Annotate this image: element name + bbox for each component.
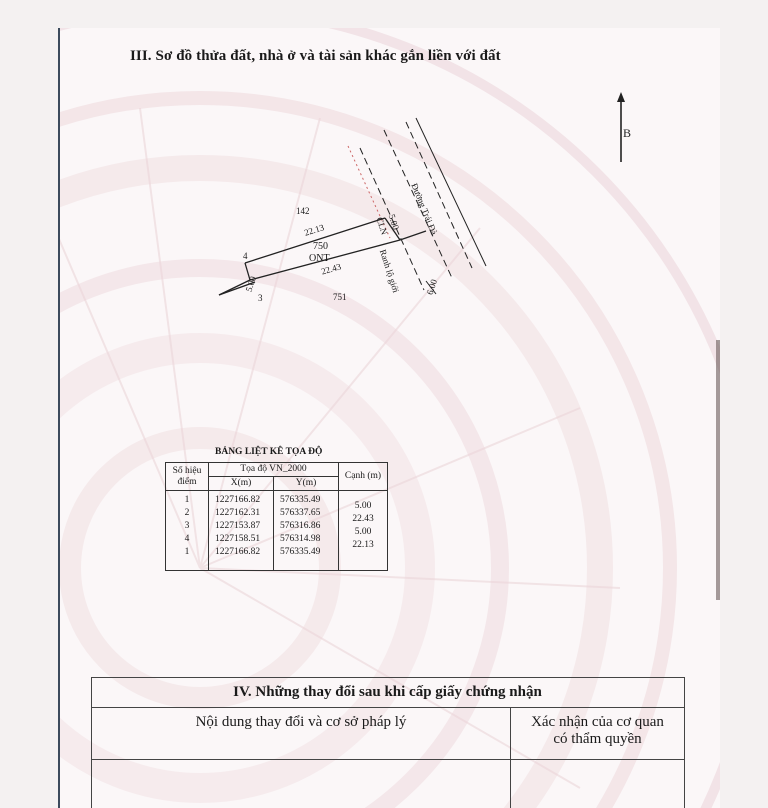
x-value: 1227166.82 bbox=[215, 547, 261, 557]
section-3-title: III. Sơ đồ thửa đất, nhà ở và tài sản khác gắn liền với đất bbox=[130, 48, 501, 64]
section-4-title: IV. Những thay đổi sau khi cấp giấy chứng nhận bbox=[92, 678, 685, 708]
point-id: 1 bbox=[184, 547, 190, 557]
x-value: 1227166.82 bbox=[215, 495, 261, 505]
x-value: 1227162.31 bbox=[215, 508, 261, 518]
point-4-label: 4 bbox=[243, 251, 248, 261]
y-value: 576337.65 bbox=[280, 508, 321, 518]
col-content-header: Nội dung thay đổi và cơ sở pháp lý bbox=[92, 708, 511, 760]
edge-value: 5.00 bbox=[354, 527, 372, 537]
x-value: 1227158.51 bbox=[215, 534, 261, 544]
edge-value: 22.13 bbox=[352, 540, 374, 550]
changes-content-cell bbox=[92, 760, 511, 808]
road-width-label: 6.00 bbox=[424, 277, 440, 297]
road-name-label: Đường Trái Đà bbox=[409, 181, 440, 237]
parcel-plan bbox=[60, 28, 720, 358]
col-edge-header: Cạnh (m) bbox=[339, 463, 388, 491]
point-id: 3 bbox=[184, 521, 190, 531]
certificate-page bbox=[60, 28, 720, 808]
parcel-number: 750 bbox=[313, 241, 328, 252]
point-id: 4 bbox=[184, 534, 190, 544]
point-id: 2 bbox=[184, 508, 190, 518]
land-type-label: ONT bbox=[309, 253, 330, 264]
boundary-label: Ranh lộ giới bbox=[377, 248, 402, 294]
col-point-header: Số hiệu điểm bbox=[166, 463, 209, 491]
edge-top-label: 22.13 bbox=[302, 222, 326, 238]
neighbor-south-label: 751 bbox=[333, 292, 347, 302]
y-value: 576316.86 bbox=[280, 521, 321, 531]
y-value: 576314.98 bbox=[280, 534, 321, 544]
x-value: 1227153.87 bbox=[215, 521, 261, 531]
y-value: 576335.49 bbox=[280, 547, 321, 557]
edge-right-label: 5.00 bbox=[386, 212, 402, 232]
y-value: 576335.49 bbox=[280, 495, 321, 505]
col-x-header: X(m) bbox=[209, 477, 274, 491]
edge-value: 5.00 bbox=[354, 501, 372, 511]
changes-confirm-cell bbox=[511, 760, 685, 808]
col-y-header: Y(m) bbox=[274, 477, 339, 491]
neighbor-north-label: 142 bbox=[296, 206, 310, 216]
col-coord-header: Tọa độ VN_2000 bbox=[209, 463, 339, 477]
coord-table bbox=[165, 462, 388, 571]
table-row bbox=[166, 491, 388, 571]
point-id: 1 bbox=[184, 495, 190, 505]
edge-value: 22.43 bbox=[352, 514, 374, 524]
point-3-label: 3 bbox=[258, 293, 263, 303]
cln-label: CLN bbox=[374, 215, 390, 237]
changes-table bbox=[91, 677, 685, 808]
road-edge-line bbox=[416, 118, 486, 266]
edge-left-label: 5.00 bbox=[243, 274, 259, 294]
col-confirm-header: Xác nhận của cơ quan có thẩm quyền bbox=[511, 708, 685, 760]
coord-table-title: BẢNG LIỆT KÊ TỌA ĐỘ bbox=[215, 447, 323, 457]
scan-edge-right bbox=[716, 340, 720, 600]
edge-bottom-label: 22.43 bbox=[320, 261, 343, 277]
north-label: B bbox=[623, 126, 632, 140]
